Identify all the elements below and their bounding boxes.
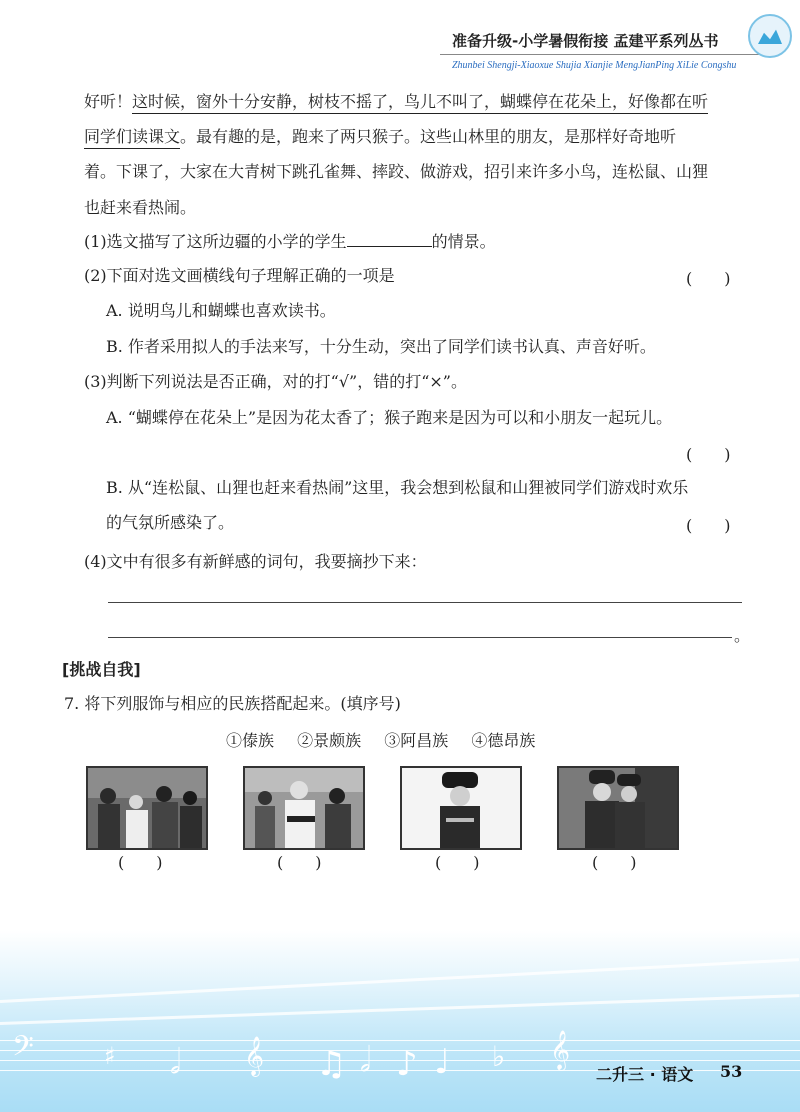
passage-line-2: 同学们读课文。最有趣的是，跑来了两只猴子。这些山林里的朋友，是那样好奇地听 [84,127,676,147]
answer-paren[interactable]: ( ) [686,445,731,464]
photo-3-answer[interactable]: ( ) [435,853,480,872]
question-2: (2)下面对选文画横线句子理解正确的一项是 [84,266,395,285]
photo-2-answer[interactable]: ( ) [277,853,322,872]
section-heading: [挑战自我] [62,660,141,679]
series-title: 准备升级-小学暑假衔接 孟建平系列丛书 [452,32,719,50]
question-3-item-a: A. “蝴蝶停在花朵上”是因为花太香了；猴子跑来是因为可以和小朋友一起玩儿。 [106,408,673,427]
answer-blank[interactable] [347,232,432,247]
costume-photo-1 [86,766,208,850]
answer-paren[interactable]: ( ) [686,269,731,288]
option-2: ②景颇族 [297,731,362,750]
eighth-note-icon: ♪ [396,1044,418,1084]
question-1: (1)选文描写了这所边疆的小学的学生 的情景。 [84,232,496,251]
bass-clef-icon: 𝄢 [12,1030,34,1070]
photo-4-answer[interactable]: ( ) [592,853,637,872]
question-3-item-b-line-1: B. 从“连松鼠、山狸也赶来看热闹”这里，我会想到松鼠和山狸被同学们游戏时欢乐 [106,478,689,497]
photo-1-answer[interactable]: ( ) [118,853,163,872]
question-7: 7. 将下列服饰与相应的民族搭配起来。(填序号) [64,694,401,713]
flat-icon: ♭ [492,1040,506,1073]
option-1: ①傣族 [226,731,275,750]
question-2-option-b: B. 作者采用拟人的手法来写，十分生动，突出了同学们读书认真、声音好听。 [106,337,656,356]
header-divider [440,54,760,55]
quarter-note-icon: ♩ [434,1042,451,1082]
page-number: 53 [720,1062,743,1081]
page-header [0,0,800,80]
costume-photo-4 [557,766,679,850]
half-note-icon: 𝅗𝅥 [360,1040,371,1080]
writing-end-period: 。 [734,626,751,645]
half-note-icon: 𝅗𝅥 [170,1042,181,1082]
option-4: ④德昂族 [471,731,536,750]
page-footer [0,930,800,1112]
costume-photo-2 [243,766,365,850]
beamed-notes-icon: ♫ [316,1044,347,1084]
question-3-item-b-line-2: 的气氛所感染了。 [106,513,235,532]
question-4: (4)文中有很多有新鲜感的词句，我要摘抄下来： [84,552,427,571]
ethnic-options [226,728,553,751]
grade-subject-label: 二升三 · 语文 [596,1065,694,1084]
underlined-sentence-end: 同学们读课文 [84,127,180,149]
treble-clef-icon: 𝄞 [244,1036,265,1076]
sharp-icon: ♯ [104,1042,116,1070]
option-3: ③阿昌族 [384,731,449,750]
passage-line-3: 着。下课了，大家在大青树下跳孔雀舞、摔跤、做游戏，招引来许多小鸟，连松鼠、山狸 [84,162,709,181]
costume-photo-3 [400,766,522,850]
underlined-sentence: 这时候，窗外十分安静，树枝不摇了，鸟儿不叫了，蝴蝶停在花朵上，好像都在听 [132,92,708,114]
publisher-logo [748,14,792,58]
writing-line[interactable] [108,602,742,603]
series-pinyin: Zhunbei Shengji-Xiaoxue Shujia Xianjie MengJianPing XiLie Congshu [452,60,737,71]
passage-line-4: 也赶来看热闹。 [84,198,197,217]
question-2-option-a: A. 说明鸟儿和蝴蝶也喜欢读书。 [106,301,336,320]
answer-paren[interactable]: ( ) [686,516,731,535]
question-3: (3)判断下列说法是否正确，对的打“√”，错的打“×”。 [84,372,467,391]
treble-clef-icon: 𝄞 [550,1030,571,1070]
passage-line-1: 好听！这时候，窗外十分安静，树枝不摇了，鸟儿不叫了，蝴蝶停在花朵上，好像都在听 [84,92,708,112]
writing-line[interactable] [108,637,732,638]
